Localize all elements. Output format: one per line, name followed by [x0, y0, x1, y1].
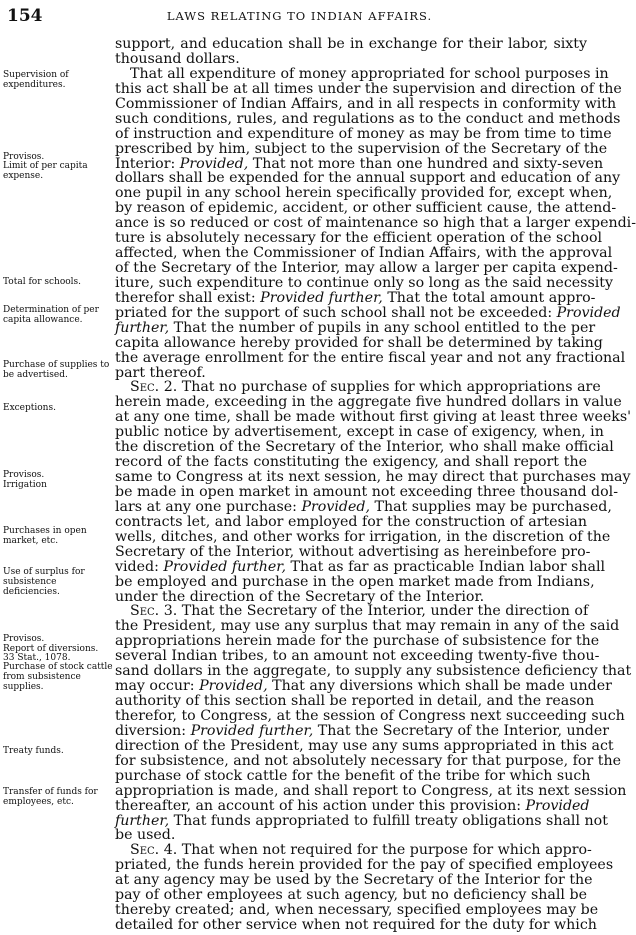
body-line: support, and education shall be in exchange for their labor, sixty [115, 36, 587, 52]
body-text: That funds appropriated to fulfill treaty obligations shall not [169, 812, 608, 829]
body-line [115, 289, 596, 306]
body-line [115, 797, 590, 814]
body-line: at any one time, shall be made without first giving at least three weeks' [115, 409, 632, 426]
margin-note: Transfer of funds for employees, etc. [3, 787, 98, 808]
body-line: sand dollars in the aggregate, to supply any subsistence deficiency that [115, 663, 632, 680]
body-text: therefor shall exist: [115, 289, 261, 306]
proviso-term: Provided further, [260, 289, 383, 306]
body-line: of instruction and expenditure of money as may be from time to time [115, 125, 612, 142]
body-text: priated for the support of such school shall not be exceeded: [115, 304, 557, 321]
margin-note: Provisos. [3, 634, 45, 645]
body-line: direction of the President, may use any sums appropriated in this act [115, 737, 614, 754]
margin-note: Purchases in open market, etc. [3, 526, 87, 546]
body-line: detailed for other service when not required for the duty for which [115, 917, 597, 933]
margin-note: Purchase of stock cattle from subsistence supplies. [3, 662, 113, 693]
proviso-term: further, [115, 812, 170, 829]
body-line: purchase of stock cattle for the benefit of the tribe for which such [115, 767, 591, 784]
margin-note: Provisos. [3, 151, 45, 162]
body-line [115, 304, 621, 321]
body-line [115, 498, 612, 515]
margin-note: Purchase of supplies to be advertised. [3, 359, 110, 380]
body-line [115, 319, 596, 336]
section-number: Sec. 3. [130, 603, 178, 620]
body-line: wells, ditches, and other works for irrigation, in the discretion of the [115, 528, 611, 545]
section-number: Sec. 4. [130, 842, 178, 859]
body-line [115, 722, 610, 739]
body-text: That the Secretary of the Interior, under the direction of [177, 603, 589, 620]
body-line: That all expenditure of money appropriated for school purposes in [130, 65, 609, 82]
proviso-term: Provided [556, 304, 621, 321]
margin-note: 33 Stat., 1078. [3, 653, 71, 663]
body-line: be employed and purchase in the open market made from Indians, [115, 573, 595, 590]
page-header [7, 6, 592, 28]
body-line: such conditions, rules, and regulations as to the conduct and methods [115, 110, 621, 127]
body-line: the discretion of the Secretary of the Interior, who shall make official [115, 439, 614, 456]
body-text: That not more than one hundred and sixty-seven [248, 155, 604, 172]
body-line: authority of this section shall be reported in detail, and the reason [115, 693, 595, 709]
margin-note: Treaty funds. [3, 746, 64, 757]
body-line: dollars shall be expended for the annual support and education of any [115, 170, 621, 187]
body-line: capita allowance hereby provided for shall be determined by taking [115, 334, 603, 351]
body-line [115, 379, 601, 396]
margin-note: Limit of per capita expense. [3, 161, 88, 182]
body-text: That as far as practicable Indian labor shall [286, 558, 606, 575]
proviso-term: Provided further, [163, 558, 287, 575]
body-text: thereafter, an account of his action under this provision: [115, 797, 526, 814]
body-line: contracts let, and labor employed for the construction of artesian [115, 513, 587, 530]
body-line: under the direction of the Secretary of the Interior. [115, 588, 485, 605]
body-line: appropriations herein made for the purchase of subsistence for the [115, 633, 600, 650]
body-line: same to Congress at its next session, he may direct that purchases may [115, 469, 631, 485]
body-text: That no purchase of supplies for which appropriations are [177, 379, 601, 396]
page-number: 154 [7, 6, 43, 26]
body-line: record of the facts constituting the exigency, and shall report the [115, 454, 587, 471]
body-text: That the Secretary of the Interior, under [313, 722, 610, 739]
body-line: ance is so reduced or cost of maintenance so high that a larger expendi- [115, 215, 636, 232]
body-line [115, 678, 612, 695]
body-line: be made in open market in amount not exceeding three thousand dol- [115, 484, 618, 500]
proviso-term: Provided [525, 797, 590, 814]
body-text: That the number of pupils in any school entitled to the per [169, 319, 596, 336]
margin-note: Irrigation [3, 480, 47, 491]
body-line: be used. [115, 827, 176, 844]
body-line: of the Secretary of the Interior, may allow a larger per capita expend- [115, 260, 618, 276]
proviso-term: further, [115, 319, 170, 336]
body-text: That the total amount appro- [382, 289, 596, 306]
body-line: affected, when the Commissioner of Indian Affairs, with the approval [115, 245, 613, 262]
body-line: thereby created; and, when necessary, specified employees may be [115, 902, 599, 919]
body-line: for subsistence, and not absolutely necessary for that purpose, for the [115, 752, 621, 769]
body-line: therefor, to Congress, at the session of Congress next succeeding such [115, 707, 625, 724]
body-text: That any diversions which shall be made under [267, 678, 612, 695]
margin-note: Supervision of expenditures. [3, 69, 69, 90]
margin-note: Report of diversions. [3, 643, 99, 654]
body-line: pay of other employees at such agency, but no deficiency shall be [115, 887, 587, 904]
body-line: prescribed by him, subject to the supervision of the Secretary of the [115, 140, 608, 157]
body-text: vided: [115, 558, 164, 575]
proviso-term: Provided further, [190, 722, 314, 739]
body-line: public notice by advertisement, except in case of exigency, when, in [115, 424, 604, 441]
body-line: several Indian tribes, to an amount not exceeding twenty-five thou- [115, 648, 600, 665]
body-line: Commissioner of Indian Affairs, and in all respects in conformity with [115, 95, 617, 112]
proviso-term: Provided, [301, 498, 370, 515]
body-line: priated, the funds herein provided for the pay of specified employees [115, 857, 614, 874]
body-line: the average enrollment for the entire fiscal year and not any fractional [115, 349, 626, 366]
margin-note: Total for schools. [3, 276, 82, 287]
body-line: by reason of epidemic, accident, or other sufficient cause, the attend- [115, 200, 617, 217]
body-line: iture, such expenditure to continue only so long as the said necessity [115, 274, 613, 291]
body-line [115, 155, 604, 172]
margin-note: Exceptions. [3, 402, 56, 413]
proviso-term: Provided, [179, 155, 249, 172]
body-line: herein made, exceeding in the aggregate five hundred dollars in value [115, 394, 622, 411]
body-line: at any agency may be used by the Secretary of the Interior for the [115, 872, 593, 889]
proviso-term: Provided, [199, 678, 268, 695]
body-text: lars at any one purchase: [115, 498, 302, 515]
body-line [115, 558, 606, 575]
body-text: Interior: [115, 155, 180, 172]
body-line: Secretary of the Interior, without advertising as hereinbefore pro- [115, 543, 591, 560]
margin-note: Provisos. [3, 470, 45, 480]
body-text: diversion: [115, 722, 191, 739]
body-line: thousand dollars. [115, 50, 240, 67]
margin-note: Use of surplus for subsistence deficiencies. [3, 567, 85, 598]
running-title: LAWS RELATING TO INDIAN AFFAIRS. [166, 9, 433, 23]
body-line: this act shall be at all times under the supervision and direction of the [115, 80, 622, 97]
margin-note: Determination of per capita allowance. [3, 304, 99, 325]
body-line: ture is absolutely necessary for the efficient operation of the school [115, 230, 603, 247]
body-line [115, 812, 608, 829]
body-text: That when not required for the purpose for which appro- [177, 842, 592, 859]
body-line: one pupil in any school herein specifically provided for, except when, [115, 185, 613, 202]
body-line: part thereof. [115, 364, 206, 381]
body-text: may occur: [115, 678, 200, 695]
body-text: That supplies may be purchased, [369, 498, 612, 515]
body-line: the President, may use any surplus that may remain in any of the said [115, 618, 620, 635]
body-line [115, 604, 587, 619]
section-number: Sec. 2. [130, 379, 178, 396]
body-line: appropriation is made, and shall report to Congress, at its next session [115, 782, 627, 799]
body-line [115, 842, 592, 859]
